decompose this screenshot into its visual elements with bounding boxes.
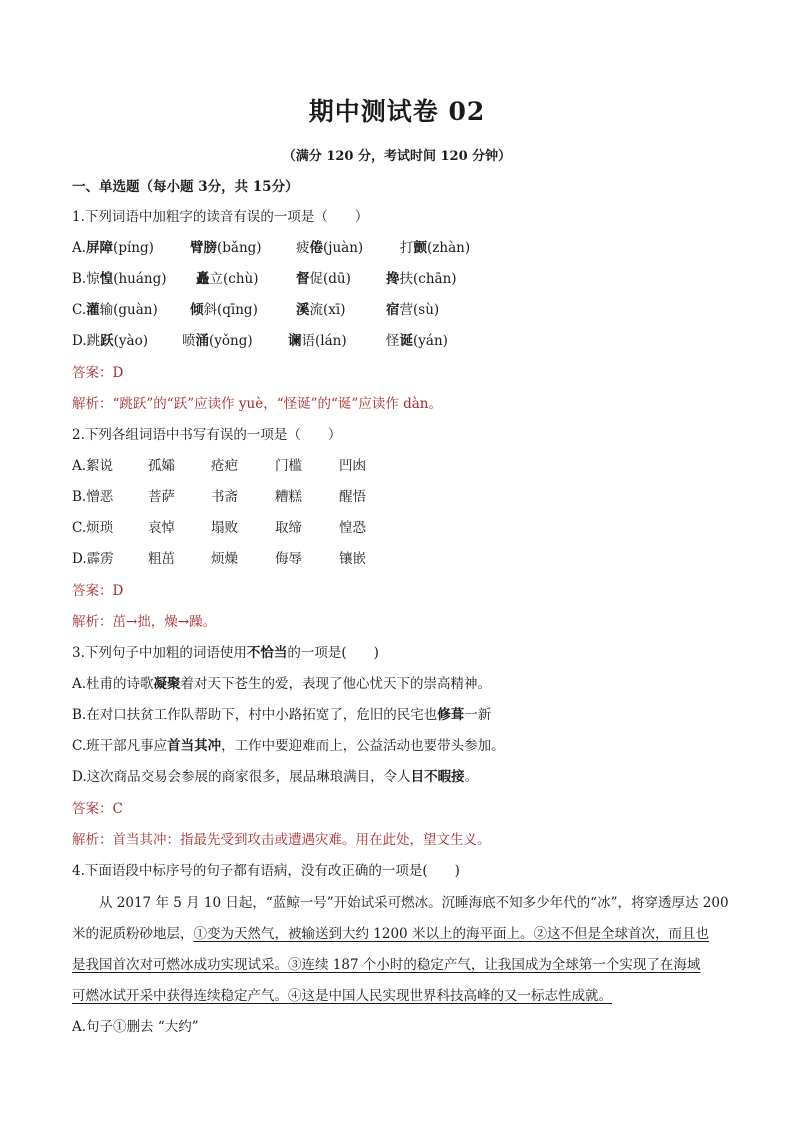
q4-passage-line: 从 2017 年 5 月 10 日起，“蓝鲸一号”开始试采可燃冰。沉睡海底不知多少年代的“冰”，将穿透厚达 200 (72, 895, 729, 911)
q2-word: 门槛 (275, 458, 302, 474)
q1-item: C.灌输(guàn) (72, 302, 158, 318)
q4-passage-line: 可燃冰试开采中获得连续稳定产气。④这是中国人民实现世界科技高峰的又一标志性成就。 (72, 988, 612, 1004)
question-1-stem: 1.下列词语中加粗字的读音有误的一项是（ ） (72, 209, 369, 225)
q1-item: A.屏障(píng) (72, 240, 154, 256)
page-title: 期中测试卷 02 (308, 97, 486, 126)
q2-word: 糟糕 (275, 489, 302, 505)
q1-item: B.惊惶(huáng) (72, 271, 167, 287)
q2-word: 侮辱 (275, 551, 302, 567)
q1-item: 矗立(chù) (196, 271, 259, 287)
question-2-stem: 2.下列各组词语中书写有误的一项是（ ） (72, 427, 342, 443)
q1-item: 怪诞(yán) (386, 333, 448, 349)
exam-subtitle: （满分 120 分，考试时间 120 分钟） (282, 149, 512, 164)
q2-word: 粗茁 (148, 551, 175, 567)
q1-item: 溪流(xī) (296, 302, 346, 318)
q2-word: A.絮说 (72, 458, 114, 474)
q3-option-d: D.这次商品交易会参展的商家很多，展品琳琅满目，令人目不暇接。 (72, 769, 479, 785)
q2-word: 醒悟 (339, 489, 366, 505)
q1-item: 搀扶(chān) (386, 271, 457, 287)
q1-analysis: 解析：“跳跃”的“跃”应读作 yuè，“怪诞”的“诞”应读作 dàn。 (72, 396, 442, 412)
q3-option-c: C.班干部凡事应首当其冲，工作中要迎难而上，公益活动也要带头参加。 (72, 738, 505, 754)
q3-option-a: A.杜甫的诗歌凝聚着对天下苍生的爱，表现了他心忧天下的崇高精神。 (72, 676, 492, 692)
q2-word: 惶恐 (339, 520, 366, 536)
q1-item: 督促(dū) (296, 271, 351, 287)
q2-word: 疮疤 (211, 458, 238, 474)
q2-word: 菩萨 (148, 489, 175, 505)
question-3-stem: 3.下列句子中加粗的词语使用不恰当的一项是( ) (72, 645, 379, 661)
q1-item: 喷涌(yǒng) (182, 333, 253, 349)
q2-word: 取缔 (275, 520, 302, 536)
q4-passage-line: 是我国首次对可燃冰成功实现试采。③连续 187 个小时的稳定产气，让我国成为全球第一个实现了在海域 (72, 957, 701, 973)
q1-item: 臂膀(bǎng) (190, 240, 262, 256)
q1-item: 宿营(sù) (386, 302, 440, 318)
q2-word: D.霹雳 (72, 551, 114, 567)
q3-answer: 答案：C (72, 801, 123, 817)
question-4-stem: 4.下面语段中标序号的句子都有语病，没有改正确的一项是( ) (72, 863, 460, 879)
q1-item: 倾斜(qīng) (190, 302, 258, 318)
q4-passage-line: 米的泥质粉砂地层，①变为天然气，被输送到大约 1200 米以上的海平面上。②这不但是全球首次，而且也 (72, 926, 709, 942)
q1-answer: 答案：D (72, 365, 124, 381)
q1-item: 疲倦(juàn) (296, 240, 364, 256)
q4-option-a: A.句子①删去 “大约” (72, 1019, 199, 1035)
q3-analysis: 解析：首当其冲：指最先受到攻击或遭遇灾难。用在此处，望文生义。 (72, 832, 491, 848)
q2-answer: 答案：D (72, 583, 124, 599)
q2-word: C.烦琐 (72, 520, 114, 536)
q2-word: 凹凼 (339, 458, 366, 474)
q2-word: 烦燥 (211, 551, 238, 567)
q2-analysis: 解析：茁→拙，燥→躁。 (72, 614, 217, 630)
q3-option-b: B.在对口扶贫工作队帮助下，村中小路拓宽了，危旧的民宅也修葺一新 (72, 707, 492, 723)
q2-word: 孤孀 (148, 458, 175, 474)
q2-word: 塌败 (211, 520, 238, 536)
q2-word: 镶嵌 (339, 551, 366, 567)
q1-item: 谰语(lán) (288, 333, 347, 349)
q2-word: 书斋 (211, 489, 238, 505)
q1-item: D.跳跃(yào) (72, 333, 148, 349)
q2-word: B.憎恶 (72, 489, 114, 505)
q2-word: 哀悼 (148, 520, 175, 536)
section-heading: 一、单选题（每小题 3分，共 15分） (72, 179, 299, 195)
q1-item: 打颤(zhàn) (400, 240, 471, 256)
